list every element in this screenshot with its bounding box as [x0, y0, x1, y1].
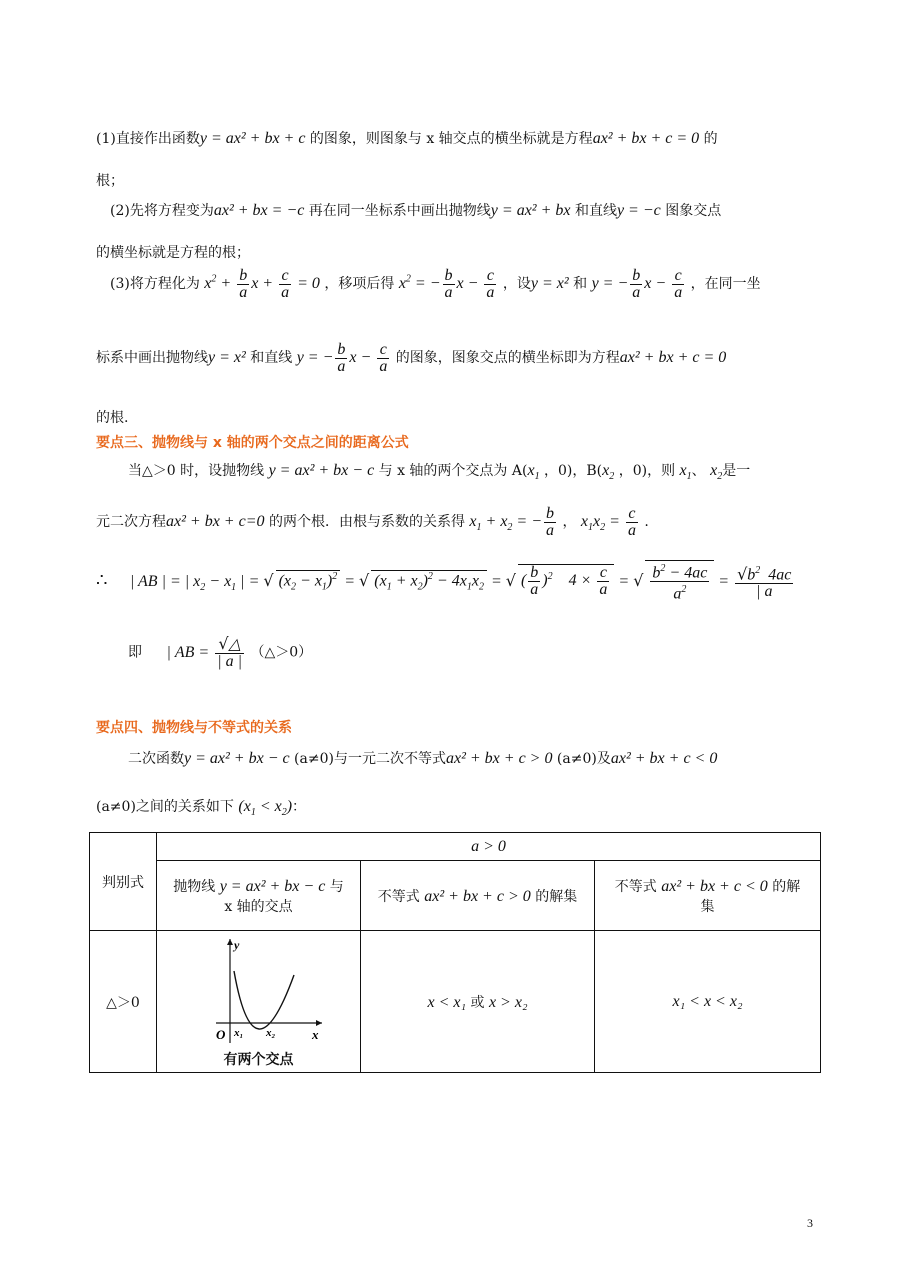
text: （△＞0）	[250, 644, 313, 661]
x1-label: x₁	[233, 1026, 243, 1039]
x2-label: x₂	[265, 1026, 275, 1039]
var-x1: $x_1$	[679, 462, 692, 483]
formula-product: $x_1x_2$ = $\frac{c}{a}$	[580, 505, 636, 539]
y-label: y	[233, 937, 239, 952]
formula: y = x²	[530, 275, 569, 293]
formula: y = −c	[616, 202, 661, 219]
text: .	[644, 514, 649, 531]
header-ineq-greater	[361, 861, 595, 931]
x-label: x	[311, 1026, 318, 1042]
header-ineq-less	[595, 861, 821, 931]
derivation-line	[96, 560, 795, 603]
var-x2: $x_2$	[710, 462, 723, 483]
section-heading-3: 要点三、抛物线与 x 轴的两个交点之间的距离公式	[96, 435, 409, 451]
text: ，设	[502, 276, 531, 293]
text: (a≠0)及	[556, 751, 611, 767]
text: 集	[700, 898, 715, 915]
formula: ax² + bx + c < 0	[661, 877, 768, 895]
solution-less-cell	[595, 931, 821, 1073]
text: 和直线	[250, 350, 293, 367]
text: 图象交点	[665, 203, 722, 219]
text: 再在同一坐标系中画出抛物线	[308, 203, 491, 219]
text: 当△＞0 时，设抛物线	[128, 463, 265, 479]
text: ，移项后得	[324, 276, 395, 293]
text: 与 x 轴的两个交点为 A(	[378, 463, 528, 479]
text: 的解	[772, 878, 801, 895]
paragraph-inequality-cont	[96, 796, 306, 818]
formula: x > x₂	[488, 993, 528, 1011]
header-parabola	[157, 861, 361, 931]
y-axis-arrow	[227, 939, 233, 945]
text: 与	[329, 878, 344, 895]
formula: x₁ < x < x₂	[672, 992, 743, 1010]
formula: ax² + bx + c > 0	[445, 750, 553, 767]
paragraph-method-1	[96, 128, 718, 148]
header-a-positive: a > 0	[157, 833, 821, 861]
paragraph-distance-cont	[96, 506, 649, 539]
formula: y = ax² + bx − c	[219, 877, 326, 895]
text: (2)先将方程变为	[110, 203, 214, 219]
page-number: 3	[807, 1216, 813, 1230]
header-discriminant: 判别式	[90, 833, 157, 931]
text: (1)直接作出函数	[96, 131, 200, 147]
text: 元二次方程	[96, 514, 166, 531]
paragraph-inequality	[128, 748, 717, 768]
text: (a≠0)之间的关系如下	[96, 799, 234, 815]
therefore-symbol: ∴	[96, 569, 108, 591]
text: 二次函数	[128, 751, 184, 767]
origin-label: O	[215, 1026, 225, 1042]
text: 不等式	[614, 878, 657, 895]
text: 根；	[96, 173, 124, 189]
formula: y = ax² + bx + c	[199, 130, 306, 147]
solution-greater-cell	[361, 931, 595, 1073]
formula-result: | AB = $\frac{√\triangle}{| a |}$	[166, 634, 242, 670]
formula-line: y = − $\frac{b}{a}$ x − $\frac{c}{a}$	[296, 341, 388, 375]
text: 不等式	[377, 888, 420, 905]
formula-normalized: $x^2$ + $\frac{b}{a}$ x + $\frac{c}{a}$ = 0	[204, 267, 320, 301]
text: 的两个根．由根与系数的关系得	[268, 514, 465, 531]
graph-caption: 有两个交点	[223, 1051, 294, 1068]
text: (a≠0)与一元二次不等式	[294, 751, 446, 767]
formula-order: $(x_1 < x_2)$	[238, 798, 293, 819]
formula-line: y = − $\frac{b}{a}$ x − $\frac{c}{a}$	[591, 267, 683, 301]
paragraph-method-3-cont	[96, 342, 726, 375]
formula: y = ax² + bx − c	[184, 750, 290, 767]
paragraph-method-2	[110, 200, 721, 220]
text: x 轴的交点	[224, 898, 293, 915]
formula: ax² + bx + c < 0	[610, 750, 718, 767]
text: 和	[573, 276, 588, 293]
result-line	[128, 636, 312, 670]
formula-sum: $x_1 + x_2$ = − $\frac{b}{a}$	[469, 505, 555, 539]
paragraph-method-3	[110, 268, 761, 301]
text: 的	[703, 131, 718, 147]
formula: y = ax² + bx	[490, 202, 571, 219]
text: 是一	[722, 463, 751, 479]
x-axis-arrow	[316, 1020, 322, 1026]
paragraph-distance	[128, 460, 750, 482]
text: (3)将方程化为	[110, 276, 200, 293]
text: 抛物线	[173, 878, 216, 895]
section-heading-4: 要点四、抛物线与不等式的关系	[96, 720, 292, 736]
formula: ax² + bx + c = 0	[592, 130, 700, 147]
parabola-graph-cell	[157, 931, 361, 1073]
text: 的解集	[535, 888, 578, 905]
text: 的横坐标就是方程的根；	[96, 245, 250, 261]
text: 的根.	[96, 410, 129, 426]
text: 或	[470, 994, 485, 1011]
relation-table	[89, 832, 821, 1073]
text: ，0)，则	[618, 463, 676, 479]
text: 即	[128, 644, 142, 661]
text: ：	[292, 799, 307, 815]
formula: ax² + bx + c > 0	[424, 887, 531, 905]
formula: x < x₁	[427, 993, 467, 1011]
text: 的图象，图象交点的横坐标即为方程	[395, 350, 620, 367]
text: ，0)，B(	[544, 463, 603, 479]
text: 标系中画出抛物线	[96, 350, 208, 367]
formula: y = x²	[208, 349, 246, 367]
text: 和直线	[574, 203, 617, 219]
var-x2: $x_2$	[602, 462, 615, 483]
text: ，	[562, 514, 577, 531]
parabola-graph	[194, 935, 324, 1045]
text: 的图象，则图象与 x 轴交点的横坐标就是方程	[309, 131, 593, 147]
formula-moved: $x^2$ = − $\frac{b}{a}$ x − $\frac{c}{a}$	[398, 267, 495, 301]
formula: ax² + bx + c=0	[166, 513, 265, 531]
formula: ax² + bx + c = 0	[619, 349, 727, 367]
formula-distance: | AB | = | $x_2 - x_1$ | = √ $(x_2 - x_1)^2$ = √ $(x_1 + x_2)^2 - 4x_1x_2$ = √ ( $\frac{b}{a}$ )$^2$ 4 × $\frac{c}{a}$ = √ $\frac{b^2 - 4ac}{a^2}$ = $\frac{√b^2 4ac}{| a}$	[130, 573, 796, 590]
text: ，在同一坐	[690, 276, 761, 293]
var-x1: $x_1$	[527, 462, 540, 483]
text: 、	[691, 463, 706, 479]
formula: y = ax² + bx − c	[268, 462, 375, 479]
parabola-curve	[234, 971, 294, 1029]
formula: ax² + bx = −c	[213, 202, 305, 219]
row-disc-positive: △＞0	[90, 931, 157, 1073]
